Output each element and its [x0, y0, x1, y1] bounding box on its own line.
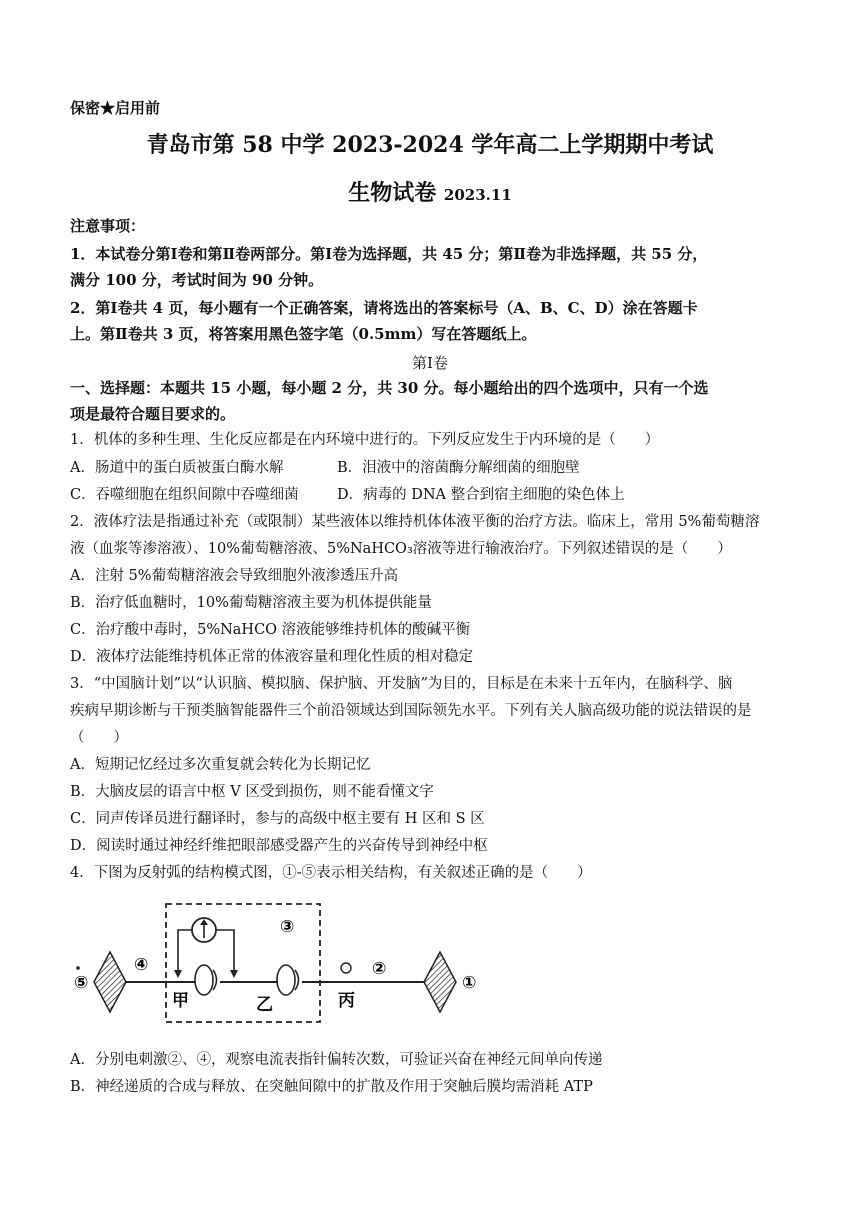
electrode-arrow-right: [230, 970, 238, 978]
label-2: ②: [372, 959, 387, 979]
electrode-wire-right: [216, 930, 234, 972]
q1-option-c: C．吞噬细胞在组织间隙中吞噬细菌: [70, 487, 299, 503]
q2-option-b: B．治疗低血糖时，10%葡萄糖溶液主要为机体提供能量: [70, 595, 432, 611]
synapse-jia: [195, 965, 213, 995]
section-1-line-2: 项是最符合题目要求的。: [70, 405, 236, 423]
stimulation-point-5: [76, 966, 80, 970]
q4-stem: 4．下图为反射弧的结构模式图，①-⑤表示相关结构，有关叙述正确的是（ ）: [70, 865, 592, 881]
confidential-mark: 保密★启用前: [70, 99, 161, 117]
notice-heading: 注意事项：: [70, 217, 146, 235]
label-4: ④: [134, 955, 149, 975]
part-1-heading: 第Ⅰ卷: [412, 354, 448, 372]
section-1-line-1: 一、选择题：本题共 15 小题，每小题 2 分，共 30 分。每小题给出的四个选项中，只有一个选: [70, 379, 709, 397]
electrode-wire-left: [178, 930, 192, 972]
q1-option-d: D．病毒的 DNA 整合到宿主细胞的染色体上: [337, 487, 625, 503]
q1-option-a: A．肠道中的蛋白质被蛋白酶水解: [70, 460, 284, 476]
q4-option-a: A．分别电刺激②、④，观察电流表指针偏转次数，可验证兴奋在神经元间单向传递: [70, 1052, 603, 1068]
exam-title: 青岛市第 58 中学 2023-2024 学年高二上学期期中考试: [146, 132, 714, 158]
q2-option-d: D．液体疗法能维持机体正常的体液容量和理化性质的相对稳定: [70, 649, 474, 665]
q1-stem: 1．机体的多种生理、生化反应都是在内环境中进行的。下列反应发生于内环境的是（ ）: [70, 432, 660, 448]
q3-stem-line-2: 疾病早期诊断与干预类脑智能器件三个前沿领域达到国际领先水平。下列有关人脑高级功能的说法错误的是: [70, 703, 752, 719]
q3-option-b: B．大脑皮层的语言中枢 V 区受到损伤，则不能看懂文字: [70, 784, 434, 800]
q2-option-c: C．治疗酸中毒时，5%NaHCO 溶液能够维持机体的酸碱平衡: [70, 622, 471, 638]
q3-stem-line-1: 3．“中国脑计划”以“认识脑、模拟脑、保护脑、开发脑”为目的，目标是在未来十五年内，在脑科学、脑: [70, 676, 733, 692]
electrode-arrow-left: [174, 970, 182, 978]
notice-item-1-line-2: 满分 100 分，考试时间为 90 分钟。: [70, 271, 324, 289]
q2-stem-line-2: 液（血浆等渗溶液）、10%葡萄糖溶液、5%NaHCO₃溶液等进行输液治疗。下列叙述错误的是（ ）: [70, 541, 732, 557]
label-1: ①: [462, 973, 477, 993]
q3-option-a: A．短期记忆经过多次重复就会转化为长期记忆: [70, 757, 371, 773]
notice-item-1-line-1: 1．本试卷分第Ⅰ卷和第Ⅱ卷两部分。第Ⅰ卷为选择题，共 45 分；第Ⅱ卷为非选择题，共 55 分，: [70, 245, 708, 263]
subject: 生物试卷: [348, 180, 437, 206]
q4-option-b: B．神经递质的合成与释放、在突触间隙中的扩散及作用于突触后膜均需消耗 ATP: [70, 1079, 593, 1095]
notice-item-2-line-2: 上。第Ⅱ卷共 3 页，将答案用黑色签字笔（0.5mm）写在答题纸上。: [70, 325, 537, 343]
q1-option-b: B．泪液中的溶菌酶分解细菌的细胞壁: [337, 460, 580, 476]
q2-stem-line-1: 2．液体疗法是指通过补充（或限制）某些液体以维持机体体液平衡的治疗方法。临床上，常用 5%葡萄糖溶: [70, 514, 760, 530]
notice-item-2-line-1: 2．第Ⅰ卷共 4 页，每小题有一个正确答案，请将选出的答案标号（A、B、C、D）涂在答题卡: [70, 299, 698, 317]
galvanometer-needle-head: [200, 919, 208, 925]
label-yi: 乙: [256, 995, 273, 1015]
q2-option-a: A．注射 5%葡萄糖溶液会导致细胞外液渗透压升高: [70, 568, 399, 584]
synapse-yi: [277, 965, 295, 995]
label-3: ③: [280, 917, 295, 937]
label-bing: 丙: [338, 991, 355, 1011]
left-hatched-organ: [94, 952, 126, 1012]
stimulation-point-bing: [341, 963, 351, 973]
q3-stem-line-3: （ ）: [70, 730, 128, 746]
label-5: ⑤: [74, 973, 89, 993]
reflex-arc-figure: [0, 892, 860, 1042]
right-hatched-organ: [424, 952, 456, 1012]
exam-date: 2023.11: [443, 186, 512, 204]
label-jia: 甲: [172, 991, 189, 1011]
q3-option-c: C．同声传译员进行翻译时，参与的高级中枢主要有 H 区和 S 区: [70, 811, 485, 827]
nerve-center-box: [166, 904, 320, 1022]
exam-subtitle: [0, 178, 860, 210]
q3-option-d: D．阅读时通过神经纤维把眼部感受器产生的兴奋传导到神经中枢: [70, 838, 488, 854]
